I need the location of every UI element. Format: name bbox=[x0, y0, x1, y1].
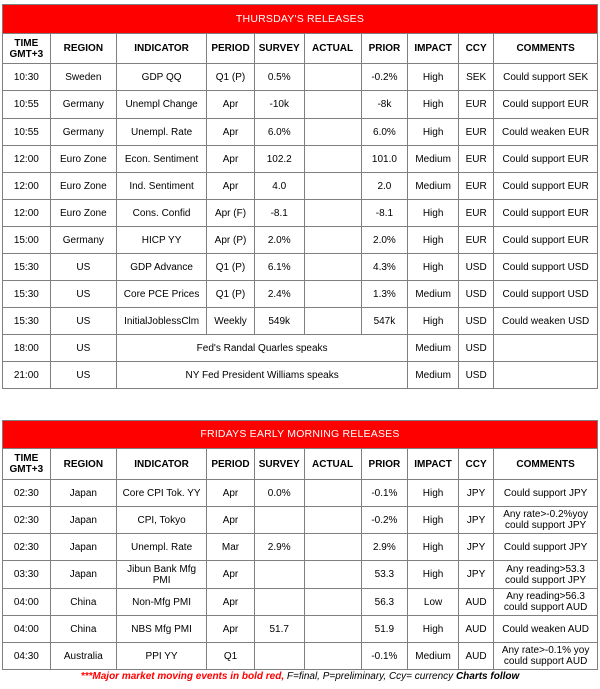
thursday-cell-impact: Medium bbox=[408, 281, 459, 308]
thursday-header-row bbox=[3, 34, 598, 64]
friday-cell-indicator: CPI, Tokyo bbox=[117, 507, 207, 534]
thursday-cell-ccy: USD bbox=[459, 254, 494, 281]
friday-header-ccy: CCY bbox=[458, 449, 493, 480]
friday-cell-ccy: AUD bbox=[458, 643, 493, 670]
thursday-cell-prior: -8k bbox=[361, 91, 408, 119]
friday-cell-time: 02:30 bbox=[3, 507, 51, 534]
friday-cell-impact: High bbox=[408, 507, 459, 534]
friday-header-period: PERIOD bbox=[207, 449, 255, 480]
friday-cell-region: China bbox=[50, 616, 116, 643]
table-row bbox=[3, 589, 598, 616]
thursday-cell-comments: Could support USD bbox=[494, 281, 598, 308]
footer-note bbox=[0, 671, 600, 683]
thursday-cell-actual bbox=[304, 119, 361, 146]
friday-title-row bbox=[3, 421, 598, 449]
friday-cell-actual bbox=[304, 507, 361, 534]
thursday-cell-actual bbox=[304, 254, 361, 281]
thursday-table-body bbox=[3, 64, 598, 389]
thursday-cell-indicator: Ind. Sentiment bbox=[117, 173, 207, 200]
friday-header-impact: IMPACT bbox=[408, 449, 459, 480]
thursday-cell-region: US bbox=[50, 308, 116, 335]
thursday-cell-impact: High bbox=[408, 91, 459, 119]
thursday-cell-survey: 549k bbox=[254, 308, 304, 335]
friday-cell-region: Japan bbox=[50, 507, 116, 534]
table-row bbox=[3, 507, 598, 534]
thursday-cell-prior: -8.1 bbox=[361, 200, 408, 227]
thursday-cell-ccy: EUR bbox=[459, 146, 494, 173]
table-row bbox=[3, 362, 598, 389]
thursday-cell-indicator: GDP QQ bbox=[117, 64, 207, 91]
thursday-cell-ccy: USD bbox=[459, 335, 494, 362]
friday-cell-actual bbox=[304, 616, 361, 643]
thursday-cell-time: 12:00 bbox=[3, 146, 51, 173]
thursday-cell-time: 10:30 bbox=[3, 64, 51, 91]
friday-cell-prior: 51.9 bbox=[361, 616, 408, 643]
footer-legend: F=final, P=preliminary, Ccy= currency bbox=[284, 671, 456, 682]
thursday-cell-survey: 2.4% bbox=[254, 281, 304, 308]
thursday-cell-prior: 1.3% bbox=[361, 281, 408, 308]
friday-cell-indicator: PPI YY bbox=[117, 643, 207, 670]
friday-cell-period: Apr bbox=[207, 507, 255, 534]
table-row bbox=[3, 561, 598, 589]
friday-cell-comments: Could support JPY bbox=[494, 480, 598, 507]
thursday-cell-impact: Medium bbox=[408, 173, 459, 200]
thursday-cell-time: 15:30 bbox=[3, 254, 51, 281]
friday-cell-impact: High bbox=[408, 561, 459, 589]
footer-charts-follow: Charts follow bbox=[455, 671, 520, 682]
thursday-cell-period: Apr bbox=[207, 91, 255, 119]
friday-header-survey: SURVEY bbox=[254, 449, 304, 480]
table-row bbox=[3, 146, 598, 173]
table-row bbox=[3, 200, 598, 227]
thursday-cell-survey: 0.5% bbox=[254, 64, 304, 91]
thursday-cell-region: Germany bbox=[50, 119, 116, 146]
friday-cell-period: Apr bbox=[207, 616, 255, 643]
thursday-cell-time: 10:55 bbox=[3, 119, 51, 146]
thursday-cell-period: Q1 (P) bbox=[207, 281, 255, 308]
thursday-cell-impact: Medium bbox=[408, 362, 459, 389]
thursday-cell-survey: -10k bbox=[254, 91, 304, 119]
friday-cell-survey bbox=[254, 561, 304, 589]
thursday-cell-impact: High bbox=[408, 64, 459, 91]
friday-cell-indicator: Core CPI Tok. YY bbox=[117, 480, 207, 507]
friday-cell-period: Apr bbox=[207, 589, 255, 616]
thursday-cell-region: Euro Zone bbox=[50, 173, 116, 200]
thursday-cell-impact: High bbox=[408, 119, 459, 146]
friday-cell-comments: Could weaken AUD bbox=[494, 616, 598, 643]
friday-header-time bbox=[3, 449, 51, 480]
thursday-cell-ccy: EUR bbox=[459, 200, 494, 227]
friday-cell-prior: -0.1% bbox=[361, 480, 408, 507]
thursday-cell-impact: Medium bbox=[408, 335, 459, 362]
thursday-cell-survey: 6.0% bbox=[254, 119, 304, 146]
thursday-cell-prior: 4.3% bbox=[361, 254, 408, 281]
friday-cell-impact: High bbox=[408, 534, 459, 561]
friday-cell-impact: High bbox=[408, 480, 459, 507]
thursday-cell-ccy: EUR bbox=[459, 227, 494, 254]
thursday-cell-survey: -8.1 bbox=[254, 200, 304, 227]
friday-cell-survey: 0.0% bbox=[254, 480, 304, 507]
table-row bbox=[3, 91, 598, 119]
friday-cell-ccy: JPY bbox=[458, 561, 493, 589]
thursday-cell-event: NY Fed President Williams speaks bbox=[117, 362, 408, 389]
thursday-cell-indicator: Econ. Sentiment bbox=[117, 146, 207, 173]
thursday-cell-period: Apr bbox=[207, 119, 255, 146]
friday-cell-comments: Any reading>56.3 could support AUD bbox=[494, 589, 598, 616]
friday-header-actual: ACTUAL bbox=[304, 449, 361, 480]
thursday-cell-region: Germany bbox=[50, 91, 116, 119]
thursday-header-region: REGION bbox=[50, 34, 116, 64]
friday-cell-prior: -0.1% bbox=[361, 643, 408, 670]
thursday-releases-table bbox=[2, 4, 598, 389]
friday-cell-time: 03:30 bbox=[3, 561, 51, 589]
friday-header-row bbox=[3, 449, 598, 480]
thursday-cell-region: US bbox=[50, 335, 116, 362]
thursday-cell-period: Q1 (P) bbox=[207, 254, 255, 281]
friday-cell-indicator: Unempl. Rate bbox=[117, 534, 207, 561]
thursday-cell-period: Weekly bbox=[207, 308, 255, 335]
friday-cell-prior: -0.2% bbox=[361, 507, 408, 534]
friday-cell-time: 02:30 bbox=[3, 534, 51, 561]
thursday-cell-actual bbox=[304, 281, 361, 308]
friday-cell-comments: Any rate>-0.2%yoy could support JPY bbox=[494, 507, 598, 534]
thursday-cell-indicator: GDP Advance bbox=[117, 254, 207, 281]
table-row bbox=[3, 335, 598, 362]
thursday-cell-survey: 6.1% bbox=[254, 254, 304, 281]
friday-cell-indicator: Jibun Bank Mfg PMI bbox=[117, 561, 207, 589]
thursday-cell-comments: Could support EUR bbox=[494, 200, 598, 227]
thursday-cell-survey: 2.0% bbox=[254, 227, 304, 254]
friday-cell-survey bbox=[254, 643, 304, 670]
thursday-cell-ccy: EUR bbox=[459, 173, 494, 200]
friday-releases-table bbox=[2, 420, 598, 670]
friday-cell-region: Japan bbox=[50, 534, 116, 561]
footer-major-events: ***Major market moving events in bold red, bbox=[80, 671, 285, 682]
table-row bbox=[3, 480, 598, 507]
friday-cell-impact: Medium bbox=[408, 643, 459, 670]
friday-cell-actual bbox=[304, 534, 361, 561]
thursday-cell-comments: Could weaken USD bbox=[494, 308, 598, 335]
thursday-title-row bbox=[3, 5, 598, 34]
table-row bbox=[3, 119, 598, 146]
friday-cell-actual bbox=[304, 589, 361, 616]
thursday-cell-prior: -0.2% bbox=[361, 64, 408, 91]
thursday-cell-time: 15:30 bbox=[3, 281, 51, 308]
thursday-cell-actual bbox=[304, 91, 361, 119]
friday-cell-region: China bbox=[50, 589, 116, 616]
thursday-cell-indicator: InitialJoblessClm bbox=[117, 308, 207, 335]
friday-cell-indicator: Non-Mfg PMI bbox=[117, 589, 207, 616]
thursday-cell-region: Euro Zone bbox=[50, 200, 116, 227]
thursday-cell-indicator: Cons. Confid bbox=[117, 200, 207, 227]
thursday-cell-actual bbox=[304, 227, 361, 254]
friday-header-region: REGION bbox=[50, 449, 116, 480]
friday-cell-time: 02:30 bbox=[3, 480, 51, 507]
thursday-cell-indicator: Unempl Change bbox=[117, 91, 207, 119]
thursday-cell-period: Apr (P) bbox=[207, 227, 255, 254]
table-row bbox=[3, 227, 598, 254]
thursday-cell-prior: 6.0% bbox=[361, 119, 408, 146]
thursday-cell-survey: 102.2 bbox=[254, 146, 304, 173]
friday-header-gmt-label: GMT+3 bbox=[9, 464, 44, 475]
friday-cell-survey bbox=[254, 507, 304, 534]
thursday-header-comments: COMMENTS bbox=[494, 34, 598, 64]
friday-cell-comments: Could support JPY bbox=[494, 534, 598, 561]
thursday-cell-ccy: USD bbox=[459, 308, 494, 335]
thursday-cell-period: Apr bbox=[207, 173, 255, 200]
friday-cell-region: Japan bbox=[50, 480, 116, 507]
friday-title: FRIDAYS EARLY MORNING RELEASES bbox=[3, 421, 598, 449]
thursday-cell-comments: Could support EUR bbox=[494, 91, 598, 119]
thursday-header-survey: SURVEY bbox=[254, 34, 304, 64]
thursday-cell-prior: 547k bbox=[361, 308, 408, 335]
thursday-cell-region: US bbox=[50, 254, 116, 281]
thursday-cell-period: Apr (F) bbox=[207, 200, 255, 227]
thursday-cell-actual bbox=[304, 173, 361, 200]
thursday-cell-prior: 2.0% bbox=[361, 227, 408, 254]
thursday-cell-region: US bbox=[50, 362, 116, 389]
thursday-cell-time: 15:00 bbox=[3, 227, 51, 254]
friday-cell-comments: Any rate>-0.1% yoy could support AUD bbox=[494, 643, 598, 670]
friday-cell-time: 04:30 bbox=[3, 643, 51, 670]
thursday-cell-comments: Could support SEK bbox=[494, 64, 598, 91]
thursday-cell-period: Apr bbox=[207, 146, 255, 173]
table-row bbox=[3, 534, 598, 561]
friday-cell-period: Apr bbox=[207, 561, 255, 589]
friday-cell-prior: 53.3 bbox=[361, 561, 408, 589]
friday-cell-indicator: NBS Mfg PMI bbox=[117, 616, 207, 643]
friday-cell-actual bbox=[304, 561, 361, 589]
thursday-header-actual: ACTUAL bbox=[304, 34, 361, 64]
table-row bbox=[3, 643, 598, 670]
thursday-cell-ccy: EUR bbox=[459, 119, 494, 146]
thursday-header-gmt-label: GMT+3 bbox=[9, 48, 44, 60]
thursday-cell-impact: High bbox=[408, 308, 459, 335]
friday-cell-ccy: JPY bbox=[458, 480, 493, 507]
thursday-header-prior: PRIOR bbox=[361, 34, 408, 64]
thursday-cell-comments: Could support EUR bbox=[494, 173, 598, 200]
friday-cell-impact: Low bbox=[408, 589, 459, 616]
friday-cell-time: 04:00 bbox=[3, 616, 51, 643]
thursday-cell-impact: Medium bbox=[408, 146, 459, 173]
thursday-header-indicator: INDICATOR bbox=[117, 34, 207, 64]
friday-table-body bbox=[3, 480, 598, 670]
thursday-cell-event: Fed's Randal Quarles speaks bbox=[117, 335, 408, 362]
friday-cell-ccy: JPY bbox=[458, 534, 493, 561]
thursday-cell-time: 12:00 bbox=[3, 200, 51, 227]
friday-cell-period: Q1 bbox=[207, 643, 255, 670]
thursday-cell-indicator: Unempl. Rate bbox=[117, 119, 207, 146]
thursday-cell-actual bbox=[304, 308, 361, 335]
thursday-cell-comments bbox=[494, 335, 598, 362]
thursday-cell-time: 15:30 bbox=[3, 308, 51, 335]
thursday-cell-region: Euro Zone bbox=[50, 146, 116, 173]
friday-cell-ccy: JPY bbox=[458, 507, 493, 534]
thursday-header-time-label: TIME bbox=[14, 37, 39, 49]
table-row bbox=[3, 254, 598, 281]
friday-cell-period: Apr bbox=[207, 480, 255, 507]
friday-cell-survey bbox=[254, 589, 304, 616]
thursday-cell-region: Sweden bbox=[50, 64, 116, 91]
thursday-cell-time: 18:00 bbox=[3, 335, 51, 362]
thursday-cell-region: Germany bbox=[50, 227, 116, 254]
thursday-cell-ccy: EUR bbox=[459, 91, 494, 119]
thursday-cell-comments: Could support USD bbox=[494, 254, 598, 281]
friday-cell-comments: Any reading>53.3 could support JPY bbox=[494, 561, 598, 589]
friday-cell-region: Australia bbox=[50, 643, 116, 670]
friday-cell-time: 04:00 bbox=[3, 589, 51, 616]
friday-header-indicator: INDICATOR bbox=[117, 449, 207, 480]
thursday-cell-actual bbox=[304, 64, 361, 91]
table-row bbox=[3, 308, 598, 335]
friday-cell-period: Mar bbox=[207, 534, 255, 561]
table-row bbox=[3, 281, 598, 308]
friday-cell-ccy: AUD bbox=[458, 616, 493, 643]
thursday-cell-prior: 101.0 bbox=[361, 146, 408, 173]
thursday-cell-indicator: HICP YY bbox=[117, 227, 207, 254]
thursday-cell-comments: Could support EUR bbox=[494, 146, 598, 173]
thursday-header-ccy: CCY bbox=[459, 34, 494, 64]
friday-header-prior: PRIOR bbox=[361, 449, 408, 480]
friday-cell-survey: 2.9% bbox=[254, 534, 304, 561]
thursday-cell-ccy: USD bbox=[459, 362, 494, 389]
friday-cell-actual bbox=[304, 643, 361, 670]
thursday-cell-actual bbox=[304, 146, 361, 173]
thursday-cell-impact: High bbox=[408, 227, 459, 254]
table-row bbox=[3, 173, 598, 200]
thursday-cell-impact: High bbox=[408, 254, 459, 281]
friday-cell-prior: 56.3 bbox=[361, 589, 408, 616]
friday-header-time-label: TIME bbox=[14, 453, 39, 464]
thursday-cell-comments bbox=[494, 362, 598, 389]
friday-cell-actual bbox=[304, 480, 361, 507]
thursday-cell-time: 10:55 bbox=[3, 91, 51, 119]
thursday-cell-period: Q1 (P) bbox=[207, 64, 255, 91]
thursday-cell-region: US bbox=[50, 281, 116, 308]
thursday-header-time bbox=[3, 34, 51, 64]
friday-cell-prior: 2.9% bbox=[361, 534, 408, 561]
thursday-cell-ccy: SEK bbox=[459, 64, 494, 91]
friday-cell-impact: High bbox=[408, 616, 459, 643]
thursday-cell-indicator: Core PCE Prices bbox=[117, 281, 207, 308]
table-row bbox=[3, 616, 598, 643]
friday-cell-ccy: AUD bbox=[458, 589, 493, 616]
thursday-header-period: PERIOD bbox=[207, 34, 255, 64]
friday-cell-survey: 51.7 bbox=[254, 616, 304, 643]
thursday-title: THURSDAY'S RELEASES bbox=[3, 5, 598, 34]
friday-cell-region: Japan bbox=[50, 561, 116, 589]
thursday-header-impact: IMPACT bbox=[408, 34, 459, 64]
thursday-cell-comments: Could weaken EUR bbox=[494, 119, 598, 146]
thursday-cell-comments: Could support EUR bbox=[494, 227, 598, 254]
thursday-cell-ccy: USD bbox=[459, 281, 494, 308]
friday-header-comments: COMMENTS bbox=[494, 449, 598, 480]
thursday-cell-impact: High bbox=[408, 200, 459, 227]
thursday-cell-survey: 4.0 bbox=[254, 173, 304, 200]
thursday-cell-actual bbox=[304, 200, 361, 227]
thursday-cell-prior: 2.0 bbox=[361, 173, 408, 200]
thursday-cell-time: 21:00 bbox=[3, 362, 51, 389]
table-row bbox=[3, 64, 598, 91]
thursday-cell-time: 12:00 bbox=[3, 173, 51, 200]
